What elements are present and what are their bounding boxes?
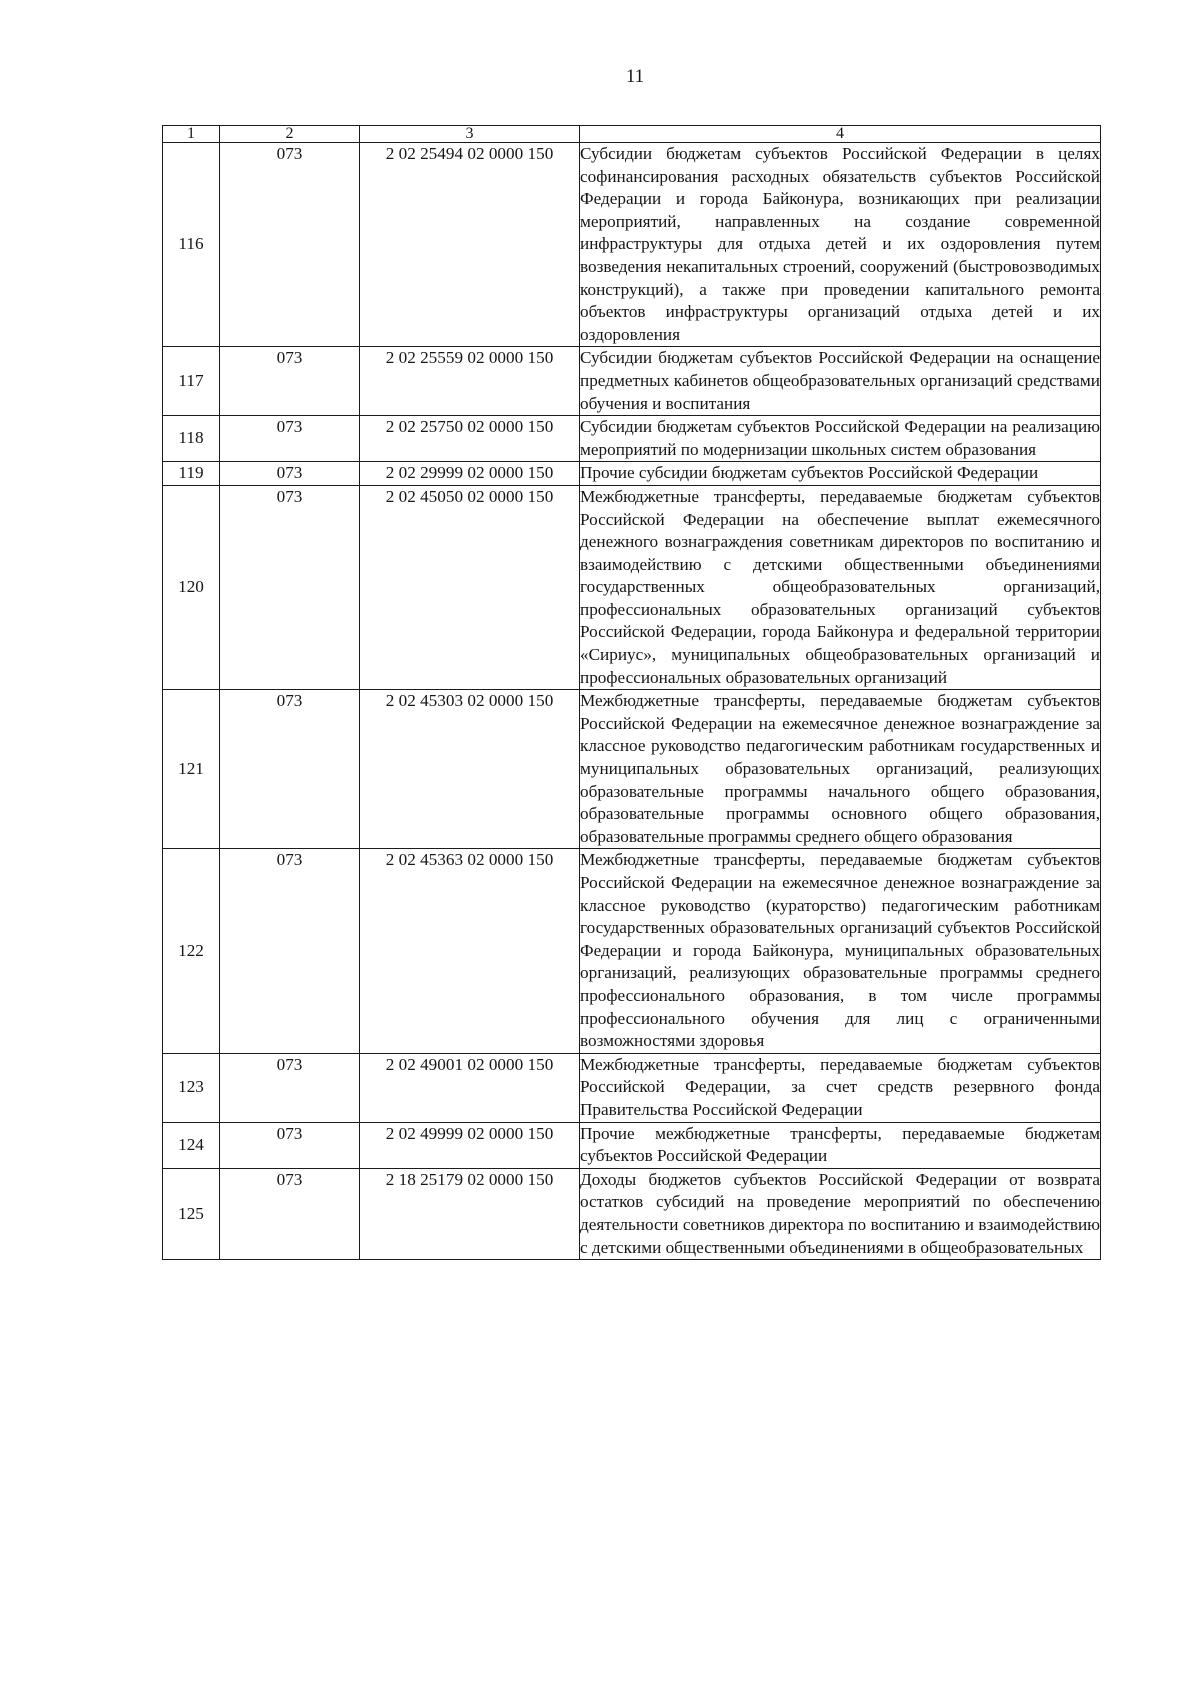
income-description: Субсидии бюджетам субъектов Российской Федерации на оснащение предметных кабинетов общеобразовательных организаций средствами обучения и воспитания — [580, 347, 1101, 416]
column-header-1: 1 — [163, 126, 220, 143]
budget-classification-code: 2 02 25494 02 0000 150 — [360, 143, 580, 347]
table-row — [163, 690, 1101, 849]
table-row — [163, 1122, 1101, 1168]
table-row — [163, 143, 1101, 347]
income-description: Доходы бюджетов субъектов Российской Федерации от возврата остатков субсидий на проведение мероприятий по обеспечению деятельности советников директора по воспитанию и взаимодействию с детскими общественными объединениями в общеобразовательных — [580, 1168, 1101, 1259]
budget-classification-code: 2 02 45363 02 0000 150 — [360, 849, 580, 1053]
admin-code: 073 — [220, 849, 360, 1053]
budget-classification-code: 2 02 49001 02 0000 150 — [360, 1053, 580, 1122]
income-description: Субсидии бюджетам субъектов Российской Федерации на реализацию мероприятий по модернизации школьных систем образования — [580, 416, 1101, 462]
income-description: Межбюджетные трансферты, передаваемые бюджетам субъектов Российской Федерации на ежемесячное денежное вознаграждение за классное руководство (кураторство) педагогическим работникам государственных образовательных организаций субъектов Российской Федерации и города Байконура, муниципальных образовательных организаций, реализующих образовательные программы среднего профессионального образования, в том числе программы профессионального обучения для лиц с ограниченными возможностями здоровья — [580, 849, 1101, 1053]
income-description: Прочие межбюджетные трансферты, передаваемые бюджетам субъектов Российской Федерации — [580, 1122, 1101, 1168]
table-row — [163, 485, 1101, 689]
budget-classification-code: 2 02 49999 02 0000 150 — [360, 1122, 580, 1168]
income-description: Межбюджетные трансферты, передаваемые бюджетам субъектов Российской Федерации на ежемесячное денежное вознаграждение за классное руководство педагогическим работникам государственных и муниципальных образовательных организаций, реализующих образовательные программы начального общего образования, образовательные программы основного общего образования, образовательные программы среднего общего образования — [580, 690, 1101, 849]
row-number: 123 — [163, 1053, 220, 1122]
column-header-2: 2 — [220, 126, 360, 143]
admin-code: 073 — [220, 1053, 360, 1122]
row-number: 124 — [163, 1122, 220, 1168]
admin-code: 073 — [220, 1122, 360, 1168]
table-row — [163, 462, 1101, 486]
column-header-4: 4 — [580, 126, 1101, 143]
admin-code: 073 — [220, 485, 360, 689]
budget-classification-code: 2 02 29999 02 0000 150 — [360, 462, 580, 486]
budget-classification-code: 2 02 25559 02 0000 150 — [360, 347, 580, 416]
admin-code: 073 — [220, 1168, 360, 1259]
row-number: 125 — [163, 1168, 220, 1259]
income-description: Прочие субсидии бюджетам субъектов Российской Федерации — [580, 462, 1101, 486]
row-number: 122 — [163, 849, 220, 1053]
admin-code: 073 — [220, 416, 360, 462]
budget-classification-code: 2 02 25750 02 0000 150 — [360, 416, 580, 462]
income-description: Субсидии бюджетам субъектов Российской Федерации в целях софинансирования расходных обязательств субъектов Российской Федерации и города Байконура, возникающих при реализации мероприятий, направленных на создание современной инфраструктуры для отдыха детей и их оздоровления путем возведения некапитальных строений, сооружений (быстровозводимых конструкций), а также при проведении капитального ремонта объектов инфраструктуры организаций отдыха детей и их оздоровления — [580, 143, 1101, 347]
row-number: 118 — [163, 416, 220, 462]
row-number: 116 — [163, 143, 220, 347]
admin-code: 073 — [220, 347, 360, 416]
table-row — [163, 1168, 1101, 1259]
budget-classification-code: 2 18 25179 02 0000 150 — [360, 1168, 580, 1259]
page-number: 11 — [625, 66, 645, 87]
row-number: 119 — [163, 462, 220, 486]
table-row — [163, 1053, 1101, 1122]
row-number: 117 — [163, 347, 220, 416]
table-row — [163, 849, 1101, 1053]
budget-codes-table — [162, 125, 1101, 1260]
table-row — [163, 347, 1101, 416]
admin-code: 073 — [220, 143, 360, 347]
budget-classification-code: 2 02 45303 02 0000 150 — [360, 690, 580, 849]
column-header-3: 3 — [360, 126, 580, 143]
row-number: 121 — [163, 690, 220, 849]
table-header-row — [163, 126, 1101, 143]
row-number: 120 — [163, 485, 220, 689]
table-row — [163, 416, 1101, 462]
income-description: Межбюджетные трансферты, передаваемые бюджетам субъектов Российской Федерации на обеспечение выплат ежемесячного денежного вознаграждения советникам директоров по воспитанию и взаимодействию с детскими общественными объединениями государственных общеобразовательных организаций, профессиональных образовательных организаций субъектов Российской Федерации, города Байконура и федеральной территории «Сириус», муниципальных общеобразовательных организаций и профессиональных образовательных организаций — [580, 485, 1101, 689]
admin-code: 073 — [220, 690, 360, 849]
income-description: Межбюджетные трансферты, передаваемые бюджетам субъектов Российской Федерации, за счет средств резервного фонда Правительства Российской Федерации — [580, 1053, 1101, 1122]
budget-classification-code: 2 02 45050 02 0000 150 — [360, 485, 580, 689]
admin-code: 073 — [220, 462, 360, 486]
